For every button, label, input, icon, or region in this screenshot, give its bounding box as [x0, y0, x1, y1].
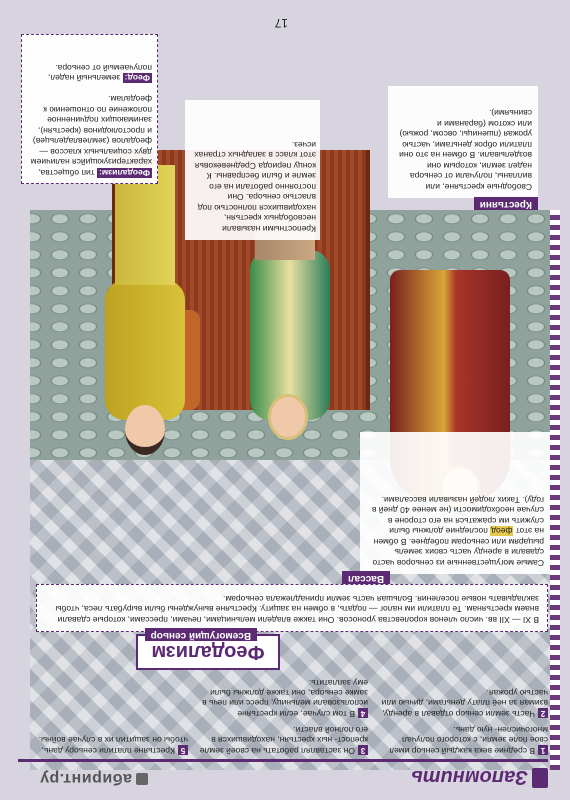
vassal-text	[366, 495, 544, 569]
peasant-head-figure	[125, 405, 165, 455]
header-title: Запомнить	[410, 766, 528, 788]
item-text: В том случае, если крестьяне использовали мельницу, пресс или печь в замке сеньора, они также должны были ему заплатить.	[202, 678, 368, 719]
definition-text: земельный надел, получаемый от сеньора.	[48, 63, 152, 84]
item-text: Часть земли сеньор отдавал в аренду, взимая за неё плату деньгами, дичью или частью урожая.	[381, 688, 548, 719]
remember-item	[198, 725, 368, 756]
remember-item	[378, 688, 548, 719]
remember-item	[18, 735, 188, 756]
definitions-panel	[21, 34, 158, 184]
vassal-text-part: Самые могущественные из сеньоров часто сдавали в аренду часть своих земель рыцарям или сеньорам победнее. В обмен на этот	[372, 526, 544, 568]
definition-text: тип общества, характеризующийся наличием двух социальных классов — феодалов (землевладельцев) и простолюдинов (крестьян), занимающих подчиненное положение по отношению к феодалам.	[30, 94, 152, 178]
item-number: 3	[358, 745, 368, 755]
peasants-text: Свободные крестьяне, или вилланы, получали от сеньора надел земли, которым они возделывали. В обмен на это они платили оброк деньгами, частью урожая (пшеницы, овсом, рожью) или скотом (баранами и свиньями).	[399, 108, 532, 192]
fief-highlight: феод	[491, 526, 513, 537]
item-number: 5	[178, 745, 188, 755]
remember-list	[18, 674, 548, 756]
decorative-frame	[550, 210, 560, 770]
remember-column-2	[198, 672, 368, 756]
item-number: 2	[538, 708, 548, 718]
publisher-logo-icon	[136, 773, 148, 785]
peasants-heading: Крестьяни	[474, 198, 538, 211]
remember-column-1	[378, 682, 548, 756]
lord-text: В XI — XII вв. число членов королевства уроносов. Они также владели мельницами, печами, прессами, которые сдавали внаем крестьянам. Те платили им налог — подать, в обмен на защиту. Крестьяне вынуждены были вырубать леса, чтобы закладывать новые поселения. Большая часть земли принадлежала сеньорам.	[55, 594, 539, 625]
definition-term: Феод:	[124, 73, 150, 84]
lord-panel	[36, 584, 548, 641]
serf-panel	[185, 100, 320, 240]
notepad-icon	[532, 768, 548, 788]
peasants-panel	[388, 86, 538, 210]
lord-heading: Всемогущий сеньор	[145, 629, 257, 642]
remember-item	[378, 725, 548, 756]
page-title: Феодализм	[151, 641, 265, 663]
peasant-figure	[105, 280, 185, 420]
remember-item	[198, 678, 368, 719]
publisher-watermark	[40, 769, 148, 787]
item-number: 4	[358, 708, 368, 718]
item-text: В средние века каждый сеньор имел свое поле земли, с которого получал многочислен- ную дань.	[389, 725, 548, 756]
publisher-name: абиринт.ру	[39, 770, 132, 787]
header-bar	[18, 759, 548, 792]
vassal-panel	[348, 432, 550, 584]
vassal-heading: Вассал	[342, 572, 390, 585]
definitions-text	[27, 63, 152, 179]
knight-head-figure	[268, 394, 308, 440]
item-text: Он заставлял работать на своей земле крепост- ных крестьян, находившихся в его полной власти.	[199, 725, 368, 756]
vassal-text-part: последние должны были служить им сражаться на его стороне в случае необходимости (не менее 40 дней в году). Таких людей называли вассалами.	[371, 495, 544, 537]
serf-text: Крепостными называли несвободных крестьян, находившихся полностью под властью сеньора. Они постоянно работали на его земле и были бесправны. К концу периода Средневековья этот класс в западных странах исчез.	[194, 140, 316, 234]
item-number: 1	[538, 745, 548, 755]
definition-term: Феодализм:	[99, 168, 150, 178]
remember-column-3	[18, 729, 188, 756]
item-text: Крестьяне платили сеньору дань, чтобы он защитил их в случае войны.	[38, 735, 188, 756]
page-number: 17	[274, 16, 288, 30]
